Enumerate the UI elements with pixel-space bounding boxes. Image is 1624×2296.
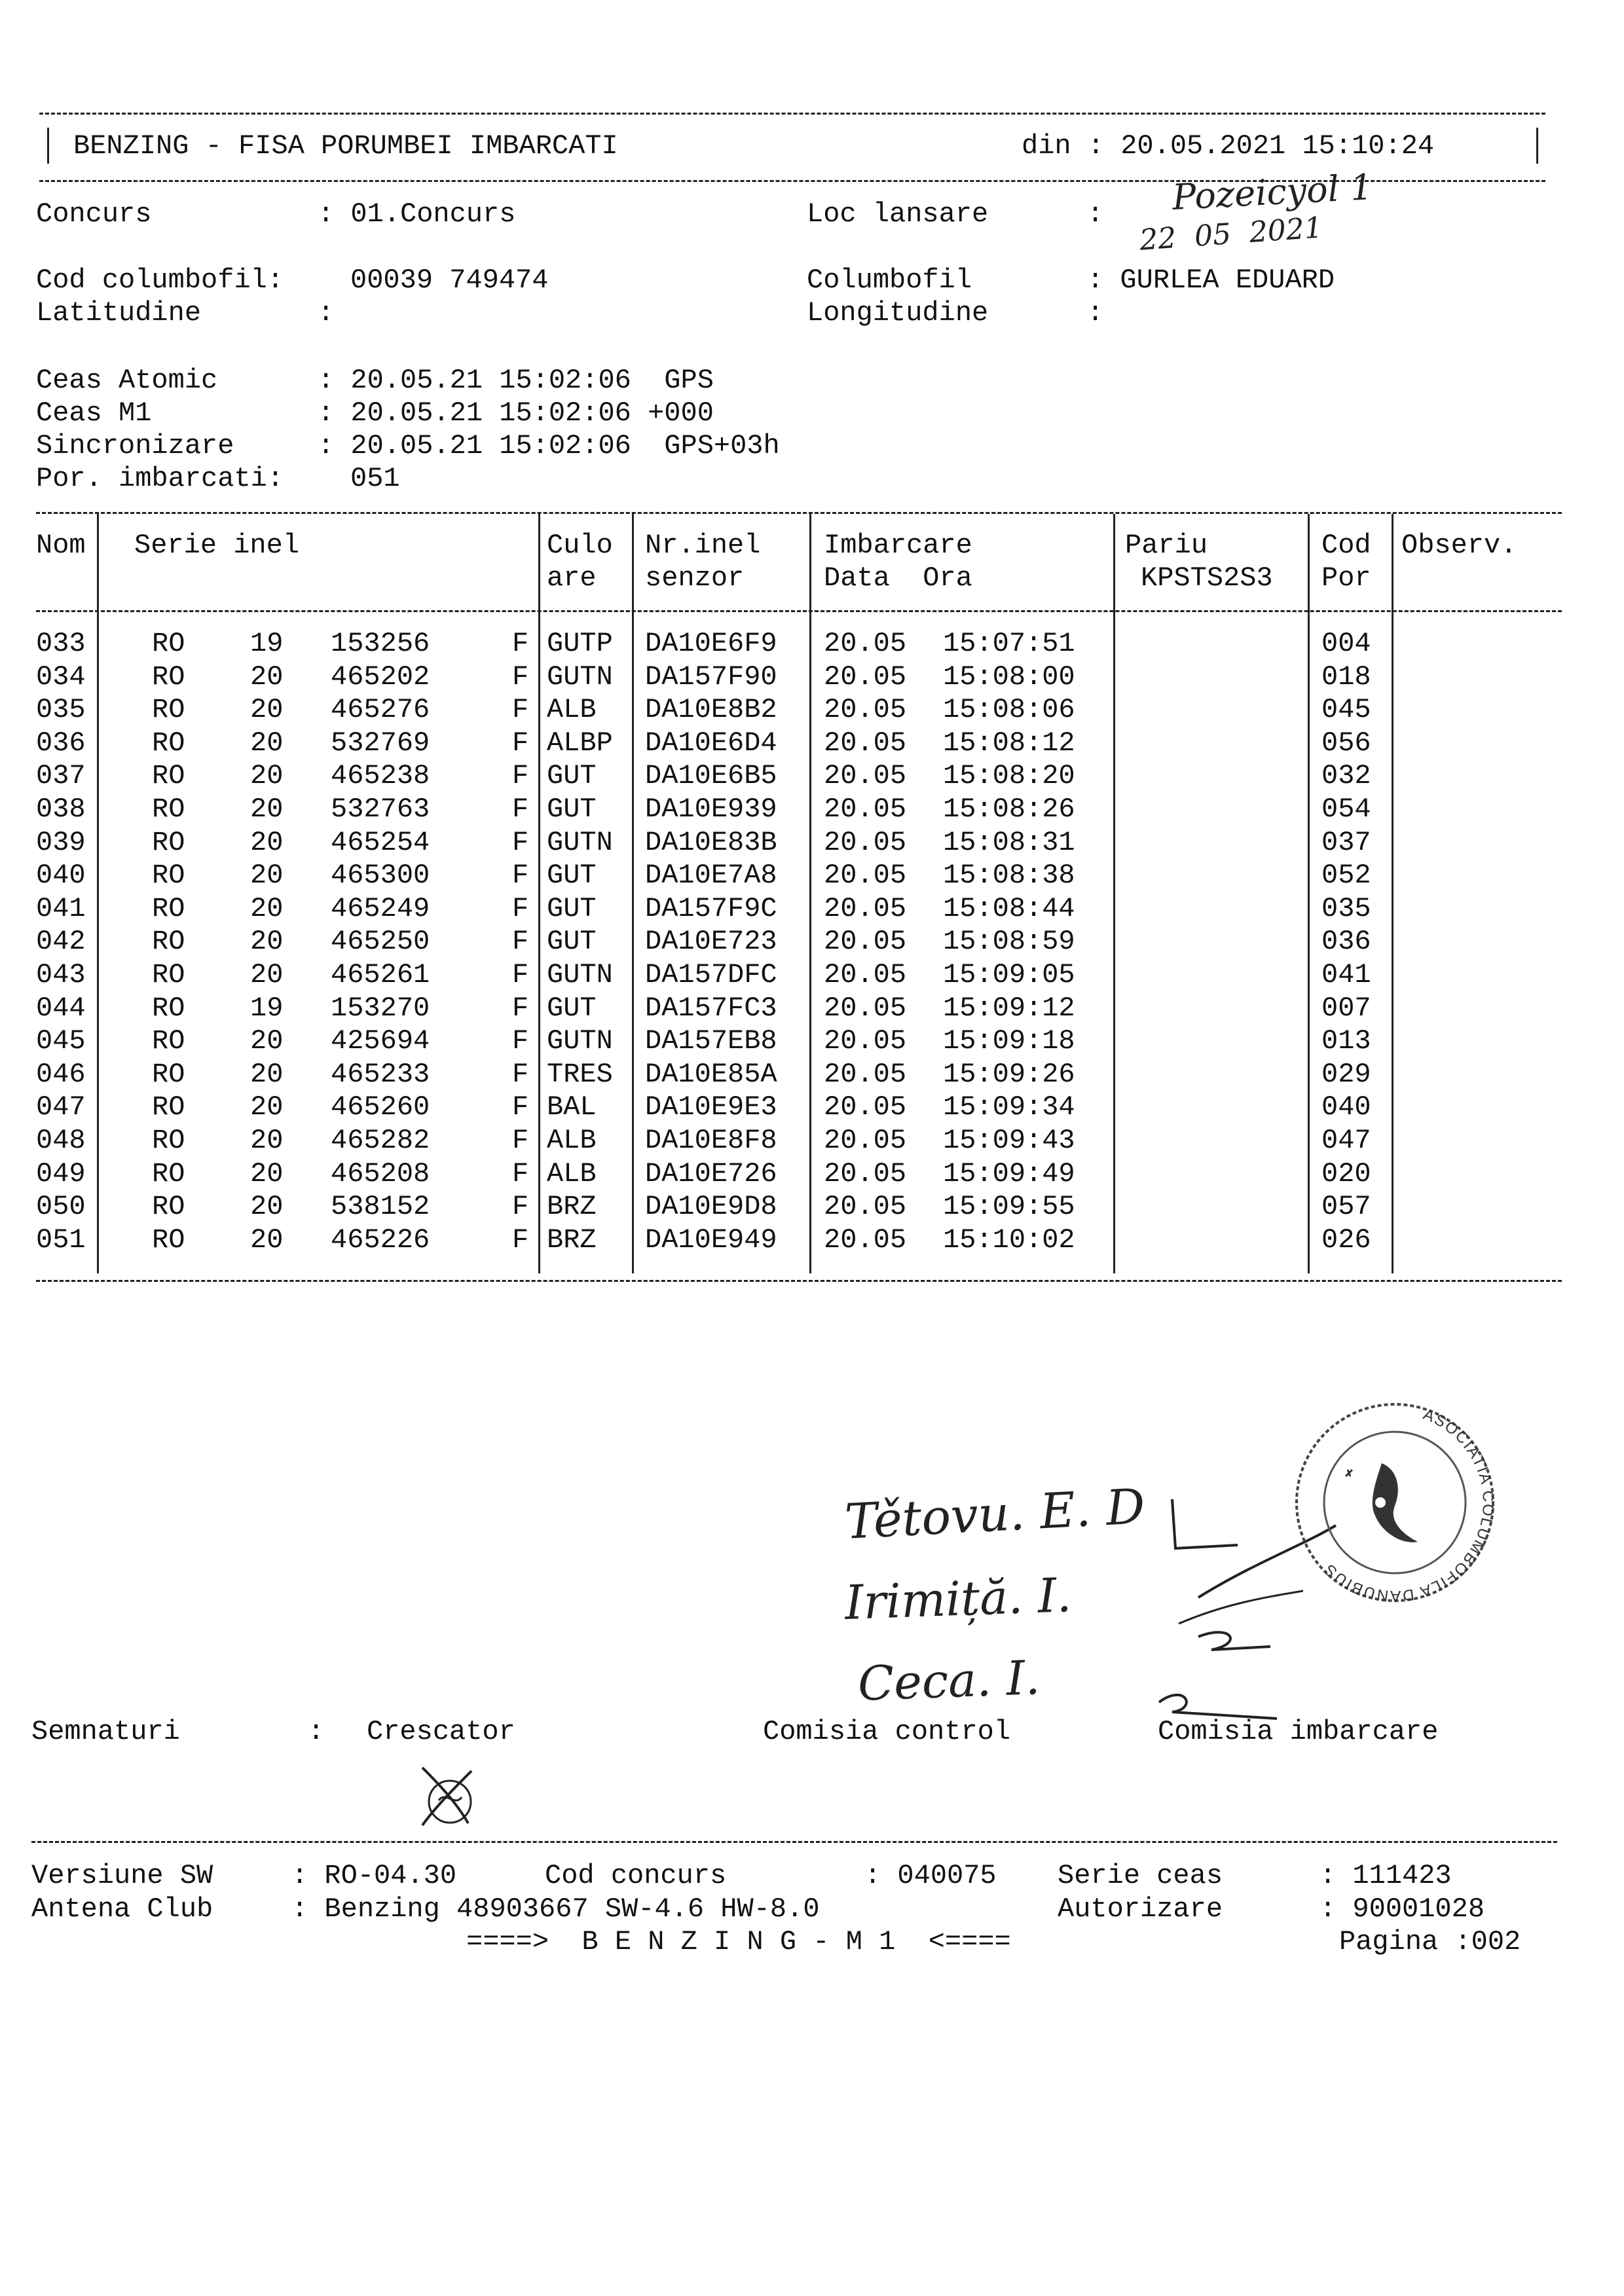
cell-sex: F xyxy=(512,661,529,693)
cell-culoare: GUTN xyxy=(547,959,613,991)
cell-an: 19 xyxy=(250,992,284,1024)
cell-data: 20.05 xyxy=(824,1157,907,1190)
cell-senzor: DA10E7A8 xyxy=(645,860,777,892)
report-datetime: din : 20.05.2021 15:10:24 xyxy=(1022,130,1435,162)
cell-senzor: DA10E939 xyxy=(645,793,777,825)
cell-tara: RO xyxy=(152,959,185,991)
table-bottom-rule xyxy=(36,1280,1562,1282)
cell-numar-inel: 465300 xyxy=(331,860,430,892)
cell-ora: 15:08:38 xyxy=(943,860,1075,892)
cell-cod-por: 057 xyxy=(1321,1191,1371,1223)
cell-an: 20 xyxy=(250,694,284,726)
cell-tara: RO xyxy=(152,1157,185,1190)
cell-tara: RO xyxy=(152,628,185,659)
table-top-rule xyxy=(36,512,1562,514)
cell-culoare: GUTN xyxy=(547,826,613,858)
cell-sex: F xyxy=(512,1091,529,1123)
cell-numar-inel: 465226 xyxy=(331,1224,430,1256)
cell-ora: 15:09:12 xyxy=(943,992,1075,1024)
loc-lansare-label: Loc lansare xyxy=(807,198,989,230)
cell-sex: F xyxy=(512,1157,529,1190)
cell-ora: 15:08:20 xyxy=(943,760,1075,792)
cell-senzor: DA10E723 xyxy=(645,926,777,958)
cell-tara: RO xyxy=(152,1191,185,1223)
col-header-imbarcare-2: Data Ora xyxy=(824,562,972,594)
cell-sex: F xyxy=(512,860,529,892)
cell-an: 20 xyxy=(250,926,284,958)
cell-senzor: DA157DFC xyxy=(645,959,777,991)
col-header-observatii: Observ. xyxy=(1401,530,1517,561)
cell-sex: F xyxy=(512,1025,529,1057)
loc-lansare-colon: : xyxy=(1087,198,1104,230)
cell-data: 20.05 xyxy=(824,860,907,892)
cell-numar-inel: 465238 xyxy=(331,760,430,792)
cell-nom: 034 xyxy=(36,661,86,693)
cell-ora: 15:07:51 xyxy=(943,628,1075,659)
cell-numar-inel: 532763 xyxy=(331,793,430,825)
cell-sex: F xyxy=(512,760,529,792)
col-header-pariu-2: KPSTS2S3 xyxy=(1141,562,1273,594)
cell-culoare: BAL xyxy=(547,1091,597,1123)
cell-ora: 15:08:59 xyxy=(943,926,1075,958)
cell-ora: 15:09:55 xyxy=(943,1191,1075,1223)
ceas-m1-label: Ceas M1 xyxy=(36,397,152,429)
cod-columbofil-label: Cod columbofil: xyxy=(36,264,284,296)
cell-culoare: GUT xyxy=(547,860,597,892)
cell-data: 20.05 xyxy=(824,793,907,825)
cell-cod-por: 037 xyxy=(1321,826,1371,858)
cell-an: 20 xyxy=(250,860,284,892)
cell-sex: F xyxy=(512,628,529,659)
cell-senzor: DA10E6B5 xyxy=(645,760,777,792)
concurs-value: : 01.Concurs xyxy=(318,198,516,230)
cell-data: 20.05 xyxy=(824,694,907,726)
cell-cod-por: 036 xyxy=(1321,926,1371,958)
cell-tara: RO xyxy=(152,1058,185,1090)
cell-culoare: ALBP xyxy=(547,727,613,759)
cell-culoare: BRZ xyxy=(547,1224,597,1256)
cell-culoare: GUT xyxy=(547,892,597,924)
cell-ora: 15:08:26 xyxy=(943,793,1075,825)
cell-an: 20 xyxy=(250,959,284,991)
col-sep-serie xyxy=(538,514,540,1273)
cell-senzor: DA157FC3 xyxy=(645,992,777,1024)
cell-tara: RO xyxy=(152,926,185,958)
cell-tara: RO xyxy=(152,694,185,726)
cell-data: 20.05 xyxy=(824,1025,907,1057)
col-header-cod-por-1: Cod xyxy=(1321,530,1371,561)
cell-tara: RO xyxy=(152,826,185,858)
cell-ora: 15:08:44 xyxy=(943,892,1075,924)
cell-sex: F xyxy=(512,1125,529,1156)
cell-nom: 049 xyxy=(36,1157,86,1190)
cell-an: 20 xyxy=(250,661,284,693)
cell-cod-por: 029 xyxy=(1321,1058,1371,1090)
cell-sex: F xyxy=(512,1058,529,1090)
cell-culoare: GUT xyxy=(547,793,597,825)
cell-ora: 15:09:34 xyxy=(943,1091,1075,1123)
cell-numar-inel: 465202 xyxy=(331,661,430,693)
cell-cod-por: 052 xyxy=(1321,860,1371,892)
cell-ora: 15:08:31 xyxy=(943,826,1075,858)
cell-cod-por: 056 xyxy=(1321,727,1371,759)
col-header-culoare-2: are xyxy=(547,562,597,594)
col-sep-cod xyxy=(1392,514,1393,1273)
cell-data: 20.05 xyxy=(824,760,907,792)
col-sep-culo xyxy=(632,514,634,1273)
cell-nom: 042 xyxy=(36,926,86,958)
benzing-banner: ====> B E N Z I N G - M 1 <==== xyxy=(466,1926,1011,1958)
cell-an: 20 xyxy=(250,727,284,759)
semnaturi-label: Semnaturi xyxy=(31,1716,180,1747)
cell-cod-por: 047 xyxy=(1321,1125,1371,1156)
cell-nom: 041 xyxy=(36,892,86,924)
cell-culoare: GUT xyxy=(547,992,597,1024)
cell-an: 20 xyxy=(250,760,284,792)
cell-numar-inel: 465282 xyxy=(331,1125,430,1156)
cell-numar-inel: 465233 xyxy=(331,1058,430,1090)
cell-senzor: DA157F9C xyxy=(645,892,777,924)
columbofil-label: Columbofil xyxy=(807,264,972,296)
autorizare-label: Autorizare xyxy=(1058,1893,1223,1925)
cell-nom: 037 xyxy=(36,760,86,792)
cell-cod-por: 035 xyxy=(1321,892,1371,924)
cell-an: 20 xyxy=(250,892,284,924)
cell-data: 20.05 xyxy=(824,892,907,924)
cell-numar-inel: 153256 xyxy=(331,628,430,659)
cell-tara: RO xyxy=(152,1224,185,1256)
association-stamp xyxy=(1283,1391,1506,1614)
col-header-serie-inel: Serie inel xyxy=(134,530,300,561)
cell-an: 20 xyxy=(250,1058,284,1090)
cell-an: 20 xyxy=(250,1191,284,1223)
longitudine-label: Longitudine xyxy=(807,297,989,329)
cell-tara: RO xyxy=(152,1025,185,1057)
cell-tara: RO xyxy=(152,760,185,792)
cell-culoare: GUTN xyxy=(547,1025,613,1057)
cell-an: 20 xyxy=(250,1224,284,1256)
cell-ora: 15:09:49 xyxy=(943,1157,1075,1190)
serie-ceas-label: Serie ceas xyxy=(1058,1860,1223,1891)
cell-sex: F xyxy=(512,793,529,825)
cell-cod-por: 020 xyxy=(1321,1157,1371,1190)
cell-numar-inel: 538152 xyxy=(331,1191,430,1223)
cell-culoare: GUT xyxy=(547,926,597,958)
cell-nom: 036 xyxy=(36,727,86,759)
concurs-label: Concurs xyxy=(36,198,152,230)
cell-senzor: DA10E83B xyxy=(645,826,777,858)
cell-numar-inel: 465208 xyxy=(331,1157,430,1190)
cell-data: 20.05 xyxy=(824,826,907,858)
cell-culoare: BRZ xyxy=(547,1191,597,1223)
signature-commission-3: Ceca. I. xyxy=(857,1650,1041,1711)
cell-senzor: DA10E6D4 xyxy=(645,727,777,759)
cell-sex: F xyxy=(512,1224,529,1256)
col-sep-senzor xyxy=(809,514,811,1273)
cell-tara: RO xyxy=(152,992,185,1024)
cell-cod-por: 041 xyxy=(1321,959,1371,991)
cell-nom: 044 xyxy=(36,992,86,1024)
col-header-nom: Nom xyxy=(36,530,86,561)
cell-data: 20.05 xyxy=(824,1091,907,1123)
semnaturi-colon: : xyxy=(308,1716,325,1747)
col-header-culoare-1: Culo xyxy=(547,530,613,561)
porumbei-imbarcati-label: Por. imbarcati: xyxy=(36,463,284,494)
cell-ora: 15:09:18 xyxy=(943,1025,1075,1057)
cell-senzor: DA157F90 xyxy=(645,661,777,693)
signature-commission-2: Irimiță. I. xyxy=(843,1567,1073,1631)
cell-culoare: TRES xyxy=(547,1058,613,1090)
cell-numar-inel: 465260 xyxy=(331,1091,430,1123)
col-header-imbarcare-1: Imbarcare xyxy=(824,530,972,561)
cell-cod-por: 045 xyxy=(1321,694,1371,726)
cell-sex: F xyxy=(512,694,529,726)
ceas-atomic-value: : 20.05.21 15:02:06 GPS xyxy=(318,365,714,396)
cell-numar-inel: 465250 xyxy=(331,926,430,958)
ceas-m1-value: : 20.05.21 15:02:06 +000 xyxy=(318,397,714,429)
cell-cod-por: 054 xyxy=(1321,793,1371,825)
cell-cod-por: 004 xyxy=(1321,628,1371,659)
cell-culoare: ALB xyxy=(547,1157,597,1190)
cell-sex: F xyxy=(512,992,529,1024)
report-title: BENZING - FISA PORUMBEI IMBARCATI xyxy=(73,130,618,162)
cell-numar-inel: 465276 xyxy=(331,694,430,726)
cell-cod-por: 013 xyxy=(1321,1025,1371,1057)
cod-concurs-label: Cod concurs xyxy=(545,1860,727,1891)
cell-ora: 15:10:02 xyxy=(943,1224,1075,1256)
cell-ora: 15:09:26 xyxy=(943,1058,1075,1090)
cell-tara: RO xyxy=(152,892,185,924)
cell-tara: RO xyxy=(152,860,185,892)
col-header-nr-inel-1: Nr.inel xyxy=(645,530,761,561)
autorizare-value: : 90001028 xyxy=(1320,1893,1485,1925)
cell-ora: 15:08:00 xyxy=(943,661,1075,693)
cell-ora: 15:09:05 xyxy=(943,959,1075,991)
cell-culoare: GUTN xyxy=(547,661,613,693)
cell-senzor: DA10E6F9 xyxy=(645,628,777,659)
cell-nom: 035 xyxy=(36,694,86,726)
cell-senzor: DA10E9D8 xyxy=(645,1191,777,1223)
cell-nom: 045 xyxy=(36,1025,86,1057)
cell-tara: RO xyxy=(152,1091,185,1123)
col-sep-nom xyxy=(97,514,99,1273)
latitudine-label: Latitudine xyxy=(36,297,202,329)
ceas-atomic-label: Ceas Atomic xyxy=(36,365,218,396)
cell-an: 20 xyxy=(250,1091,284,1123)
cell-senzor: DA157EB8 xyxy=(645,1025,777,1057)
cell-senzor: DA10E8B2 xyxy=(645,694,777,726)
cell-numar-inel: 465254 xyxy=(331,826,430,858)
serie-ceas-value: : 111423 xyxy=(1320,1860,1452,1891)
cell-data: 20.05 xyxy=(824,661,907,693)
cell-data: 20.05 xyxy=(824,926,907,958)
cell-data: 20.05 xyxy=(824,992,907,1024)
cell-nom: 038 xyxy=(36,793,86,825)
cell-data: 20.05 xyxy=(824,1191,907,1223)
cod-columbofil-value: 00039 749474 xyxy=(350,264,549,296)
cell-senzor: DA10E726 xyxy=(645,1157,777,1190)
stamp-text: ASOCIATIA COLUMBOFILA DANUBIUS xyxy=(1320,1405,1498,1605)
sincronizare-label: Sincronizare xyxy=(36,430,234,462)
cell-data: 20.05 xyxy=(824,1125,907,1156)
footer-rule xyxy=(31,1841,1557,1843)
cell-nom: 050 xyxy=(36,1191,86,1223)
cell-cod-por: 018 xyxy=(1321,661,1371,693)
cell-senzor: DA10E9E3 xyxy=(645,1091,777,1123)
cod-concurs-value: : 040075 xyxy=(864,1860,997,1891)
antena-club-value: : Benzing 48903667 SW-4.6 HW-8.0 xyxy=(291,1893,820,1925)
cell-an: 20 xyxy=(250,1025,284,1057)
cell-cod-por: 040 xyxy=(1321,1091,1371,1123)
col-sep-pariu xyxy=(1308,514,1310,1273)
cell-tara: RO xyxy=(152,793,185,825)
cell-culoare: GUT xyxy=(547,760,597,792)
cell-data: 20.05 xyxy=(824,727,907,759)
cell-numar-inel: 425694 xyxy=(331,1025,430,1057)
cell-senzor: DA10E8F8 xyxy=(645,1125,777,1156)
cell-data: 20.05 xyxy=(824,628,907,659)
cell-senzor: DA10E85A xyxy=(645,1058,777,1090)
cell-numar-inel: 465261 xyxy=(331,959,430,991)
cell-data: 20.05 xyxy=(824,1058,907,1090)
versiune-sw-label: Versiune SW xyxy=(31,1860,213,1891)
cell-an: 20 xyxy=(250,793,284,825)
cell-an: 19 xyxy=(250,628,284,659)
cell-numar-inel: 465249 xyxy=(331,892,430,924)
columbofil-value: : GURLEA EDUARD xyxy=(1087,264,1335,296)
cell-tara: RO xyxy=(152,1125,185,1156)
cell-culoare: ALB xyxy=(547,694,597,726)
cell-sex: F xyxy=(512,826,529,858)
sincronizare-value: : 20.05.21 15:02:06 GPS+03h xyxy=(318,430,780,462)
cell-tara: RO xyxy=(152,661,185,693)
versiune-sw-value: : RO-04.30 xyxy=(291,1860,457,1891)
col-sep-imbarcare xyxy=(1113,514,1115,1273)
cell-cod-por: 026 xyxy=(1321,1224,1371,1256)
page-number: Pagina :002 xyxy=(1339,1926,1521,1958)
cell-nom: 051 xyxy=(36,1224,86,1256)
cell-an: 20 xyxy=(250,1125,284,1156)
cell-senzor: DA10E949 xyxy=(645,1224,777,1256)
latitudine-value: : xyxy=(318,297,335,329)
col-header-nr-inel-2: senzor xyxy=(645,562,745,594)
comisia-control-label: Comisia control xyxy=(763,1716,1011,1747)
porumbei-imbarcati-value: 051 xyxy=(350,463,400,494)
cell-an: 20 xyxy=(250,826,284,858)
cell-cod-por: 007 xyxy=(1321,992,1371,1024)
cell-nom: 048 xyxy=(36,1125,86,1156)
table-header-rule xyxy=(36,610,1562,612)
cell-nom: 040 xyxy=(36,860,86,892)
cell-sex: F xyxy=(512,1191,529,1223)
signature-commission-1: Tětovu. E. D xyxy=(843,1478,1147,1550)
cell-sex: F xyxy=(512,959,529,991)
cell-data: 20.05 xyxy=(824,1224,907,1256)
cell-data: 20.05 xyxy=(824,959,907,991)
cell-sex: F xyxy=(512,727,529,759)
cell-numar-inel: 153270 xyxy=(331,992,430,1024)
longitudine-value: : xyxy=(1087,297,1104,329)
cell-cod-por: 032 xyxy=(1321,760,1371,792)
cell-nom: 033 xyxy=(36,628,86,659)
crescator-label: Crescator xyxy=(367,1716,515,1747)
crescator-signature xyxy=(409,1761,488,1833)
loc-lansare-date-handwritten: 22 05 2021 xyxy=(1138,211,1324,257)
cell-sex: F xyxy=(512,892,529,924)
cell-nom: 047 xyxy=(36,1091,86,1123)
cell-nom: 043 xyxy=(36,959,86,991)
cell-an: 20 xyxy=(250,1157,284,1190)
cell-culoare: ALB xyxy=(547,1125,597,1156)
col-header-cod-por-2: Por xyxy=(1321,562,1371,594)
cell-ora: 15:09:43 xyxy=(943,1125,1075,1156)
loc-lansare-handwritten: Pozeicyol 1 xyxy=(1171,166,1374,218)
cell-sex: F xyxy=(512,926,529,958)
cell-culoare: GUTP xyxy=(547,628,613,659)
cell-ora: 15:08:12 xyxy=(943,727,1075,759)
antena-club-label: Antena Club xyxy=(31,1893,213,1925)
comisia-imbarcare-label: Comisia imbarcare xyxy=(1158,1716,1439,1747)
cell-nom: 046 xyxy=(36,1058,86,1090)
col-header-pariu-1: Pariu xyxy=(1125,530,1208,561)
cell-numar-inel: 532769 xyxy=(331,727,430,759)
cell-ora: 15:08:06 xyxy=(943,694,1075,726)
cell-tara: RO xyxy=(152,727,185,759)
cell-nom: 039 xyxy=(36,826,86,858)
